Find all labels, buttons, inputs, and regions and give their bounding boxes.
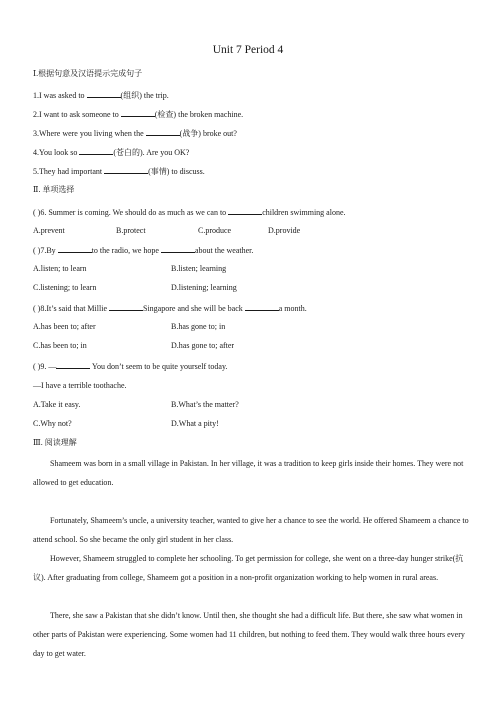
- fill-item-2: [33, 109, 243, 120]
- question-9-option-b[interactable]: B.What’s the matter?: [171, 400, 239, 409]
- question-7-option-d[interactable]: D.listening; learning: [171, 283, 237, 292]
- fill-item-3: [33, 128, 237, 139]
- reading-paragraph-1: Shameem was born in a small village in Pakistan. In her village, it was a tradition to keep girls inside their homes. They were not allowed to get education.: [33, 459, 464, 487]
- question-6-option-c[interactable]: C.produce: [198, 226, 232, 235]
- question-8-option-a[interactable]: A.has been to; after: [33, 322, 96, 331]
- answer-blank[interactable]: [109, 303, 143, 311]
- reading-paragraph-2: Fortunately, Shameem’s uncle, a university teacher, wanted to give her a chance to see the world. He offered Shameem a chance to attend school. So she became the only girl student in her class.: [33, 516, 469, 544]
- question-7-option-c[interactable]: C.listening; to learn: [33, 283, 97, 292]
- question-9-reply: —I have a terrible toothache.: [33, 381, 127, 390]
- fill-item-1: [33, 90, 169, 101]
- reading-paragraph-4: There, she saw a Pakistan that she didn’t know. Until then, she thought she had a difficult life. But there, she saw what women in other parts of Pakistan were experiencing. Some women had 11 children, but nothing to feed them. They would walk three hours every day to get water.: [33, 611, 465, 658]
- answer-blank[interactable]: [58, 245, 92, 253]
- question-6-tail: children swimming alone.: [262, 208, 346, 217]
- reading-paragraph-3: However, Shameem struggled to complete her schooling. To get permission for college, she went on a three-day hunger strike(抗议). After graduating from college, Shameem got a position in a non-profit organization working to help women in rural areas.: [33, 554, 464, 582]
- question-6-option-b[interactable]: B.protect: [116, 226, 146, 235]
- answer-blank[interactable]: [87, 90, 121, 98]
- question-6-option-a[interactable]: A.prevent: [33, 226, 65, 235]
- answer-blank[interactable]: [161, 245, 195, 253]
- fill-item-4-pre: 4.You look so: [33, 148, 80, 157]
- question-8-stem: ( )8.It’s said that Millie: [33, 304, 109, 313]
- question-8-mid: Singapore and she will be back: [143, 304, 245, 313]
- question-7-stem: ( )7.By: [33, 246, 58, 255]
- fill-item-3-hint: (战争) broke out?: [179, 129, 237, 138]
- question-9-stem: ( )9. —: [33, 362, 57, 371]
- page-title: Unit 7 Period 4: [212, 44, 284, 56]
- question-9: [33, 361, 227, 372]
- answer-blank[interactable]: [245, 303, 279, 311]
- fill-item-4-hint: (苍白的). Are you OK?: [113, 148, 190, 157]
- section-1-heading: Ⅰ.根据句意及汉语提示完成句子: [33, 69, 143, 78]
- question-7-option-b[interactable]: B.listen; learning: [171, 264, 227, 273]
- fill-item-4: [33, 147, 189, 158]
- question-8-tail: a month.: [278, 304, 307, 313]
- section-3-heading: Ⅲ. 阅读理解: [33, 438, 77, 447]
- question-9-option-a[interactable]: A.Take it easy.: [33, 400, 81, 409]
- question-9-option-c[interactable]: C.Why not?: [33, 419, 72, 428]
- question-6: [33, 207, 346, 218]
- question-8-option-c[interactable]: C.has been to; in: [33, 341, 87, 350]
- question-8: [33, 303, 307, 314]
- question-7-option-a[interactable]: A.listen; to learn: [33, 264, 87, 273]
- answer-blank[interactable]: [79, 147, 113, 155]
- answer-blank[interactable]: [121, 109, 155, 117]
- question-9-tail: You don’t seem to be quite yourself today.: [90, 362, 228, 371]
- fill-item-5-hint: (事情) to discuss.: [148, 167, 205, 176]
- answer-blank[interactable]: [104, 166, 148, 174]
- question-7: [33, 245, 253, 256]
- question-6-stem: ( )6. Summer is coming. We should do as much as we can to: [33, 208, 229, 217]
- question-8-option-d[interactable]: D.has gone to; after: [171, 341, 235, 350]
- question-6-option-d[interactable]: D.provide: [268, 226, 301, 235]
- section-2-heading: Ⅱ. 单项选择: [33, 185, 75, 194]
- fill-item-5-pre: 5.They had important: [33, 167, 105, 176]
- fill-item-1-pre: 1.I was asked to: [33, 91, 87, 100]
- answer-blank[interactable]: [56, 361, 90, 369]
- fill-item-3-pre: 3.Where were you living when the: [33, 129, 146, 138]
- question-7-tail: about the weather.: [194, 246, 254, 255]
- fill-item-2-pre: 2.I want to ask someone to: [33, 110, 121, 119]
- question-9-option-d[interactable]: D.What a pity!: [171, 419, 219, 428]
- answer-blank[interactable]: [146, 128, 180, 136]
- fill-item-1-hint: (组织) the trip.: [120, 91, 169, 100]
- question-8-option-b[interactable]: B.has gone to; in: [171, 322, 226, 331]
- fill-item-2-hint: (检查) the broken machine.: [154, 110, 244, 119]
- answer-blank[interactable]: [228, 207, 262, 215]
- question-7-mid: to the radio, we hope: [91, 246, 161, 255]
- fill-item-5: [33, 166, 205, 177]
